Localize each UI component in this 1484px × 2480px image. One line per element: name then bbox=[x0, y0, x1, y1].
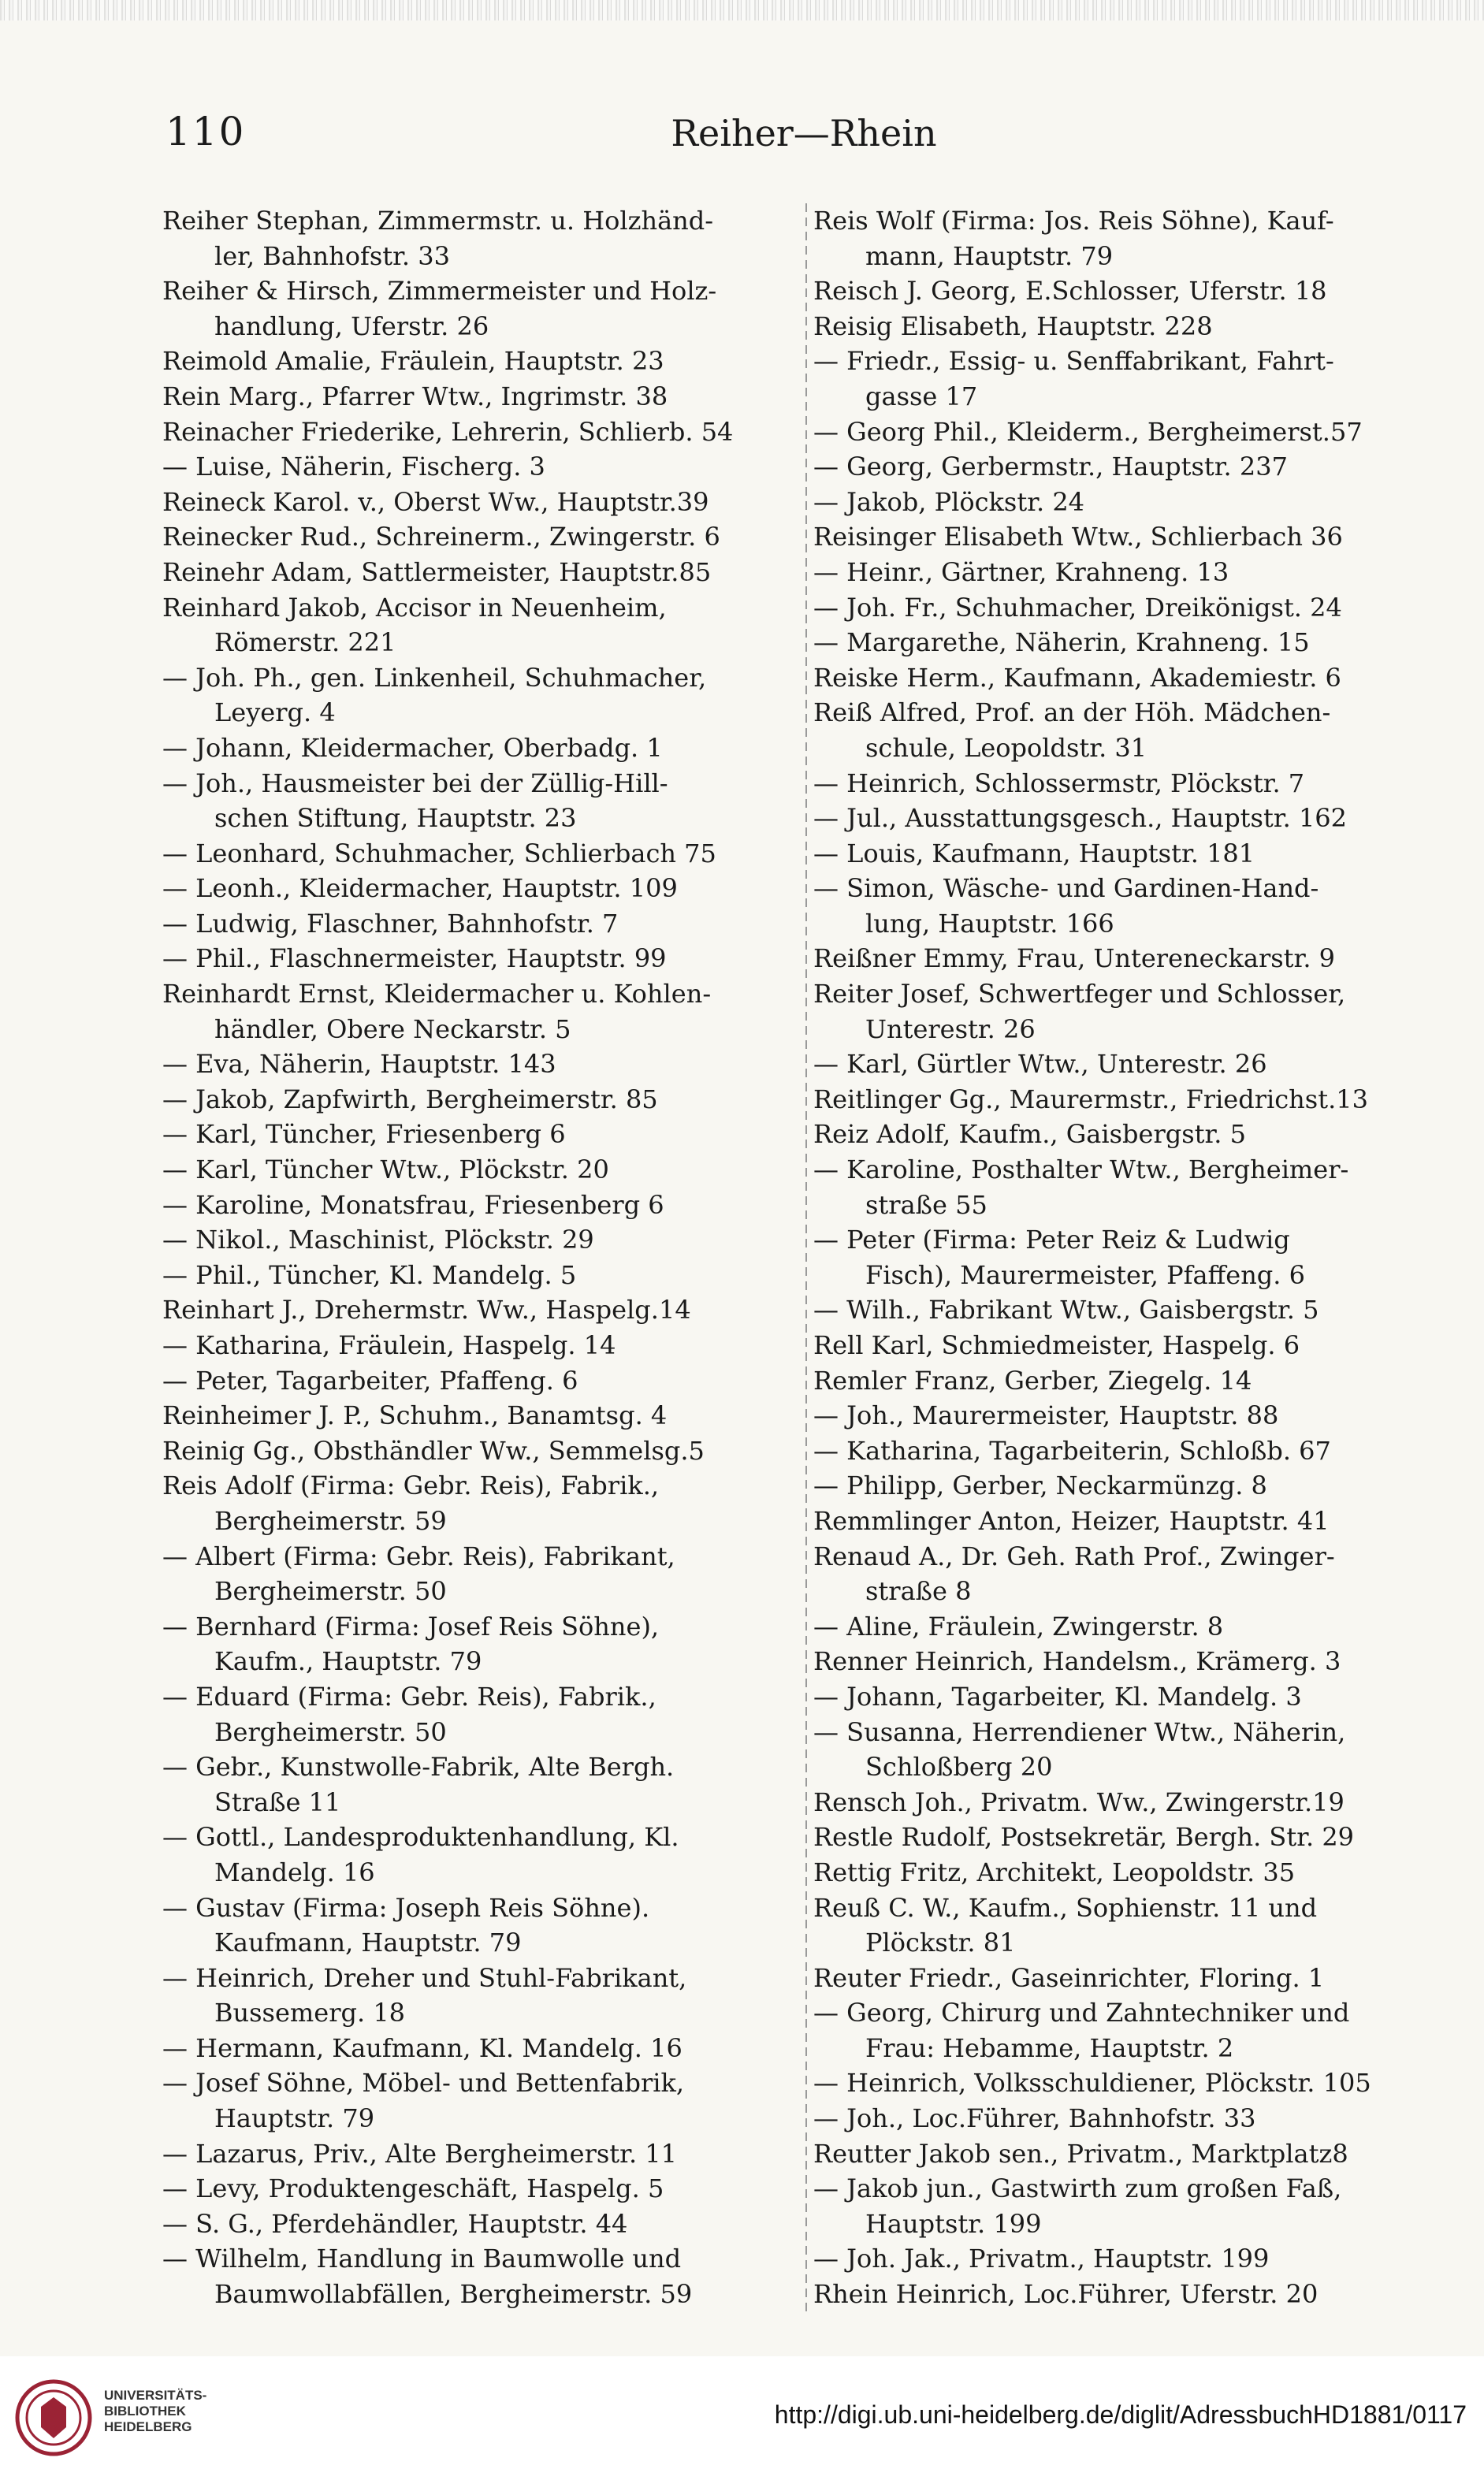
directory-entry-line: Bergheimerstr. 50 bbox=[214, 1576, 447, 1607]
page-number: 110 bbox=[166, 109, 246, 154]
directory-entry-line: Reitlinger Gg., Maurermstr., Friedrichst.13 bbox=[813, 1084, 1368, 1114]
directory-entry-line: — Joh. Jak., Privatm., Hauptstr. 199 bbox=[813, 2244, 1270, 2274]
directory-entry-line: — Ludwig, Flaschner, Bahnhofstr. 7 bbox=[162, 908, 619, 939]
left-column bbox=[162, 203, 793, 2312]
directory-entry-line: — Gebr., Kunstwolle-Fabrik, Alte Bergh. bbox=[162, 1752, 675, 1783]
directory-entry-line: — Karoline, Posthalter Wtw., Bergheimer- bbox=[813, 1154, 1349, 1185]
directory-entry-line: Reißner Emmy, Frau, Untereneckarstr. 9 bbox=[813, 943, 1336, 974]
directory-entry-line: Reuter Friedr., Gaseinrichter, Floring. 1 bbox=[813, 1962, 1325, 1993]
directory-entry-line: Reis Adolf (Firma: Gebr. Reis), Fabrik., bbox=[162, 1471, 660, 1501]
right-column bbox=[813, 203, 1450, 2312]
directory-entry-line: Leyerg. 4 bbox=[214, 697, 336, 728]
directory-entry-line: Reiter Josef, Schwertfeger und Schlosser, bbox=[813, 979, 1346, 1009]
directory-entry-line: — Joh., Loc.Führer, Bahnhofstr. 33 bbox=[813, 2103, 1256, 2134]
directory-entry-line: händler, Obere Neckarstr. 5 bbox=[214, 1013, 571, 1044]
directory-entry-line: Schloßberg 20 bbox=[865, 1752, 1053, 1783]
directory-entry-line: — Jakob, Zapfwirth, Bergheimerstr. 85 bbox=[162, 1084, 658, 1114]
directory-entry-line: — Phil., Tüncher, Kl. Mandelg. 5 bbox=[162, 1259, 577, 1290]
directory-entry-line: Rhein Heinrich, Loc.Führer, Uferstr. 20 bbox=[813, 2279, 1318, 2310]
directory-entry-line: Römerstr. 221 bbox=[214, 627, 396, 658]
column-divider bbox=[805, 203, 807, 2315]
library-name-line: UNIVERSITÄTS- bbox=[104, 2388, 207, 2403]
directory-entry-line: mann, Hauptstr. 79 bbox=[865, 240, 1114, 271]
directory-entry-line: — Karl, Gürtler Wtw., Unterestr. 26 bbox=[813, 1049, 1267, 1080]
directory-entry-line: lung, Hauptstr. 166 bbox=[865, 908, 1114, 939]
directory-entry-line: handlung, Uferstr. 26 bbox=[214, 310, 489, 341]
directory-entry-line: — Jakob jun., Gastwirth zum großen Faß, bbox=[813, 2173, 1342, 2204]
directory-entry-line: — Georg, Gerbermstr., Hauptstr. 237 bbox=[813, 452, 1288, 482]
scan-edge-noise bbox=[0, 0, 1484, 20]
directory-entry-line: — Wilh., Fabrikant Wtw., Gaisbergstr. 5 bbox=[813, 1295, 1319, 1326]
directory-entry-line: Baumwollabfällen, Bergheimerstr. 59 bbox=[214, 2279, 693, 2310]
directory-entry-line: Reiz Adolf, Kaufm., Gaisbergstr. 5 bbox=[813, 1119, 1246, 1150]
directory-entry-line: Bergheimerstr. 59 bbox=[214, 1505, 447, 1536]
directory-entry-line: — Friedr., Essig- u. Senffabrikant, Fahrt- bbox=[813, 346, 1334, 377]
directory-entry-line: Restle Rudolf, Postsekretär, Bergh. Str. 29 bbox=[813, 1822, 1355, 1853]
directory-entry-line: — Luise, Näherin, Fischerg. 3 bbox=[162, 452, 545, 482]
directory-entry-line: Remler Franz, Gerber, Ziegelg. 14 bbox=[813, 1365, 1252, 1396]
directory-entry-line: schule, Leopoldstr. 31 bbox=[865, 732, 1147, 763]
directory-entry-line: — Gottl., Landesproduktenhandlung, Kl. bbox=[162, 1822, 679, 1853]
directory-entry-line: — Joh., Hausmeister bei der Züllig-Hill- bbox=[162, 768, 668, 798]
directory-entry-line: Hauptstr. 79 bbox=[214, 2103, 375, 2134]
directory-entry-line: Kaufm., Hauptstr. 79 bbox=[214, 1646, 482, 1677]
directory-entry-line: — Leonh., Kleidermacher, Hauptstr. 109 bbox=[162, 873, 678, 904]
directory-entry-line: Plöckstr. 81 bbox=[865, 1928, 1016, 1958]
directory-entry-line: — Phil., Flaschnermeister, Hauptstr. 99 bbox=[162, 943, 667, 974]
directory-entry-line: — Eduard (Firma: Gebr. Reis), Fabrik., bbox=[162, 1681, 656, 1712]
university-library-seal-icon bbox=[14, 2378, 93, 2457]
directory-entry-line: — Heinrich, Volksschuldiener, Plöckstr. 105 bbox=[813, 2068, 1371, 2099]
directory-entry-line: — Joh. Ph., gen. Linkenheil, Schuhmacher, bbox=[162, 662, 707, 693]
directory-entry-line: — Peter (Firma: Peter Reiz & Ludwig bbox=[813, 1225, 1290, 1255]
directory-entry-line: — Karl, Tüncher Wtw., Plöckstr. 20 bbox=[162, 1154, 609, 1185]
directory-entry-line: — Nikol., Maschinist, Plöckstr. 29 bbox=[162, 1225, 594, 1255]
directory-entry-line: Reinheimer J. P., Schuhm., Banamtsg. 4 bbox=[162, 1400, 668, 1431]
directory-entry-line: Unterestr. 26 bbox=[865, 1013, 1036, 1044]
directory-entry-line: Rettig Fritz, Architekt, Leopoldstr. 35 bbox=[813, 1857, 1296, 1887]
directory-entry-line: — Karl, Tüncher, Friesenberg 6 bbox=[162, 1119, 566, 1150]
directory-entry-line: — Georg Phil., Kleiderm., Bergheimerst.57 bbox=[813, 416, 1363, 447]
directory-entry-line: Reinhart J., Drehermstr. Ww., Haspelg.14 bbox=[162, 1295, 691, 1326]
directory-entry-line: Renner Heinrich, Handelsm., Krämerg. 3 bbox=[813, 1646, 1341, 1677]
directory-entry-line: — Wilhelm, Handlung in Baumwolle und bbox=[162, 2244, 682, 2274]
running-head: Reiher—Rhein bbox=[671, 112, 937, 154]
directory-entry-line: straße 55 bbox=[865, 1189, 987, 1220]
footer bbox=[0, 2356, 1484, 2480]
directory-entry-line: — Heinrich, Dreher und Stuhl-Fabrikant, bbox=[162, 1962, 687, 1993]
directory-entry-line: Reutter Jakob sen., Privatm., Marktplatz8 bbox=[813, 2138, 1348, 2169]
directory-entry-line: straße 8 bbox=[865, 1576, 972, 1607]
directory-entry-line: — Bernhard (Firma: Josef Reis Söhne), bbox=[162, 1611, 660, 1642]
directory-entry-line: Reinecker Rud., Schreinerm., Zwingerstr. 6 bbox=[162, 522, 720, 552]
directory-entry-line: — Johann, Kleidermacher, Oberbadg. 1 bbox=[162, 732, 663, 763]
directory-entry-line: Reiske Herm., Kaufmann, Akademiestr. 6 bbox=[813, 662, 1341, 693]
directory-entry-line: Reinhard Jakob, Accisor in Neuenheim, bbox=[162, 592, 667, 623]
source-url-link[interactable]: http://digi.ub.uni-heidelberg.de/diglit/AdressbuchHD1881/0117 bbox=[774, 2400, 1467, 2429]
directory-entry-line: — Albert (Firma: Gebr. Reis), Fabrikant, bbox=[162, 1541, 675, 1571]
directory-entry-line: Reisig Elisabeth, Hauptstr. 228 bbox=[813, 310, 1213, 341]
directory-entry-line: Reis Wolf (Firma: Jos. Reis Söhne), Kauf- bbox=[813, 206, 1334, 236]
directory-entry-line: — Louis, Kaufmann, Hauptstr. 181 bbox=[813, 838, 1255, 868]
library-name-line: HEIDELBERG bbox=[104, 2419, 192, 2434]
library-name-line: BIBLIOTHEK bbox=[104, 2404, 186, 2419]
directory-entry-line: — Katharina, Fräulein, Haspelg. 14 bbox=[162, 1330, 616, 1360]
directory-entry-line: — Simon, Wäsche- und Gardinen-Hand- bbox=[813, 873, 1319, 904]
directory-entry-line: Reinehr Adam, Sattlermeister, Hauptstr.85 bbox=[162, 556, 712, 587]
directory-entry-line: Reiher & Hirsch, Zimmermeister und Holz- bbox=[162, 276, 717, 307]
directory-entry-line: Hauptstr. 199 bbox=[865, 2208, 1042, 2239]
directory-entry-line: — Jakob, Plöckstr. 24 bbox=[813, 486, 1085, 517]
directory-entry-line: Kaufmann, Hauptstr. 79 bbox=[214, 1928, 522, 1958]
directory-entry-line: — Hermann, Kaufmann, Kl. Mandelg. 16 bbox=[162, 2032, 682, 2063]
directory-entry-line: Rell Karl, Schmiedmeister, Haspelg. 6 bbox=[813, 1330, 1300, 1360]
directory-entry-line: — Gustav (Firma: Joseph Reis Söhne). bbox=[162, 1892, 650, 1923]
directory-entry-line: — Peter, Tagarbeiter, Pfaffeng. 6 bbox=[162, 1365, 578, 1396]
directory-entry-line: — Levy, Produktengeschäft, Haspelg. 5 bbox=[162, 2173, 664, 2204]
directory-entry-line: Reinig Gg., Obsthändler Ww., Semmelsg.5 bbox=[162, 1435, 705, 1466]
directory-entry-line: Fisch), Maurermeister, Pfaffeng. 6 bbox=[865, 1259, 1305, 1290]
directory-entry-line: — Jul., Ausstattungsgesch., Hauptstr. 162 bbox=[813, 803, 1348, 834]
directory-entry-line: Straße 11 bbox=[214, 1787, 341, 1817]
directory-entry-line: Reisinger Elisabeth Wtw., Schlierbach 36 bbox=[813, 522, 1343, 552]
directory-entry-line: Renaud A., Dr. Geh. Rath Prof., Zwinger- bbox=[813, 1541, 1335, 1571]
directory-entry-line: — Margarethe, Näherin, Krahneng. 15 bbox=[813, 627, 1310, 658]
directory-entry-line: Reineck Karol. v., Oberst Ww., Hauptstr.39 bbox=[162, 486, 709, 517]
directory-entry-line: Reisch J. Georg, E.Schlosser, Uferstr. 18 bbox=[813, 276, 1327, 307]
directory-entry-line: Rensch Joh., Privatm. Ww., Zwingerstr.19 bbox=[813, 1787, 1345, 1817]
directory-entry-line: Bergheimerstr. 50 bbox=[214, 1716, 447, 1747]
directory-entry-line: ler, Bahnhofstr. 33 bbox=[214, 240, 450, 271]
directory-entry-line: schen Stiftung, Hauptstr. 23 bbox=[214, 803, 577, 834]
page-header bbox=[166, 95, 1442, 165]
directory-entry-line: — Josef Söhne, Möbel- und Bettenfabrik, bbox=[162, 2068, 685, 2099]
directory-entry-line: Remmlinger Anton, Heizer, Hauptstr. 41 bbox=[813, 1505, 1330, 1536]
directory-entry-line: — Philipp, Gerber, Neckarmünzg. 8 bbox=[813, 1471, 1267, 1501]
directory-entry-line: gasse 17 bbox=[865, 381, 978, 411]
directory-entry-line: Rein Marg., Pfarrer Wtw., Ingrimstr. 38 bbox=[162, 381, 668, 411]
directory-entry-line: — Katharina, Tagarbeiterin, Schloßb. 67 bbox=[813, 1435, 1331, 1466]
directory-entry-line: — Leonhard, Schuhmacher, Schlierbach 75 bbox=[162, 838, 716, 868]
directory-entry-line: Reinhardt Ernst, Kleidermacher u. Kohlen- bbox=[162, 979, 712, 1009]
directory-entry-line: Reiß Alfred, Prof. an der Höh. Mädchen- bbox=[813, 697, 1331, 728]
directory-entry-line: — Heinrich, Schlossermstr, Plöckstr. 7 bbox=[813, 768, 1305, 798]
directory-entry-line: — Johann, Tagarbeiter, Kl. Mandelg. 3 bbox=[813, 1681, 1302, 1712]
library-name bbox=[104, 2388, 206, 2435]
directory-entry-line: Reimold Amalie, Fräulein, Hauptstr. 23 bbox=[162, 346, 664, 377]
directory-entry-line: — Susanna, Herrendiener Wtw., Näherin, bbox=[813, 1716, 1346, 1747]
directory-entry-line: Reuß C. W., Kaufm., Sophienstr. 11 und bbox=[813, 1892, 1318, 1923]
directory-entry-line: Bussemerg. 18 bbox=[214, 1998, 406, 2028]
directory-entry-line: Reinacher Friederike, Lehrerin, Schlierb. 54 bbox=[162, 416, 734, 447]
directory-entry-line: — Aline, Fräulein, Zwingerstr. 8 bbox=[813, 1611, 1224, 1642]
directory-entry-line: Reiher Stephan, Zimmermstr. u. Holzhänd- bbox=[162, 206, 714, 236]
directory-entry-line: — Georg, Chirurg und Zahntechniker und bbox=[813, 1998, 1350, 2028]
directory-entry-line: — Lazarus, Priv., Alte Bergheimerstr. 11 bbox=[162, 2138, 677, 2169]
directory-entry-line: — S. G., Pferdehändler, Hauptstr. 44 bbox=[162, 2208, 628, 2239]
directory-entry-line: — Karoline, Monatsfrau, Friesenberg 6 bbox=[162, 1189, 664, 1220]
directory-entry-line: Mandelg. 16 bbox=[214, 1857, 375, 1887]
directory-entry-line: Frau: Hebamme, Hauptstr. 2 bbox=[865, 2032, 1234, 2063]
directory-entry-line: — Eva, Näherin, Hauptstr. 143 bbox=[162, 1049, 556, 1080]
directory-entry-line: — Joh. Fr., Schuhmacher, Dreikönigst. 24 bbox=[813, 592, 1342, 623]
directory-entry-line: — Heinr., Gärtner, Krahneng. 13 bbox=[813, 556, 1229, 587]
directory-entry-line: — Joh., Maurermeister, Hauptstr. 88 bbox=[813, 1400, 1279, 1431]
